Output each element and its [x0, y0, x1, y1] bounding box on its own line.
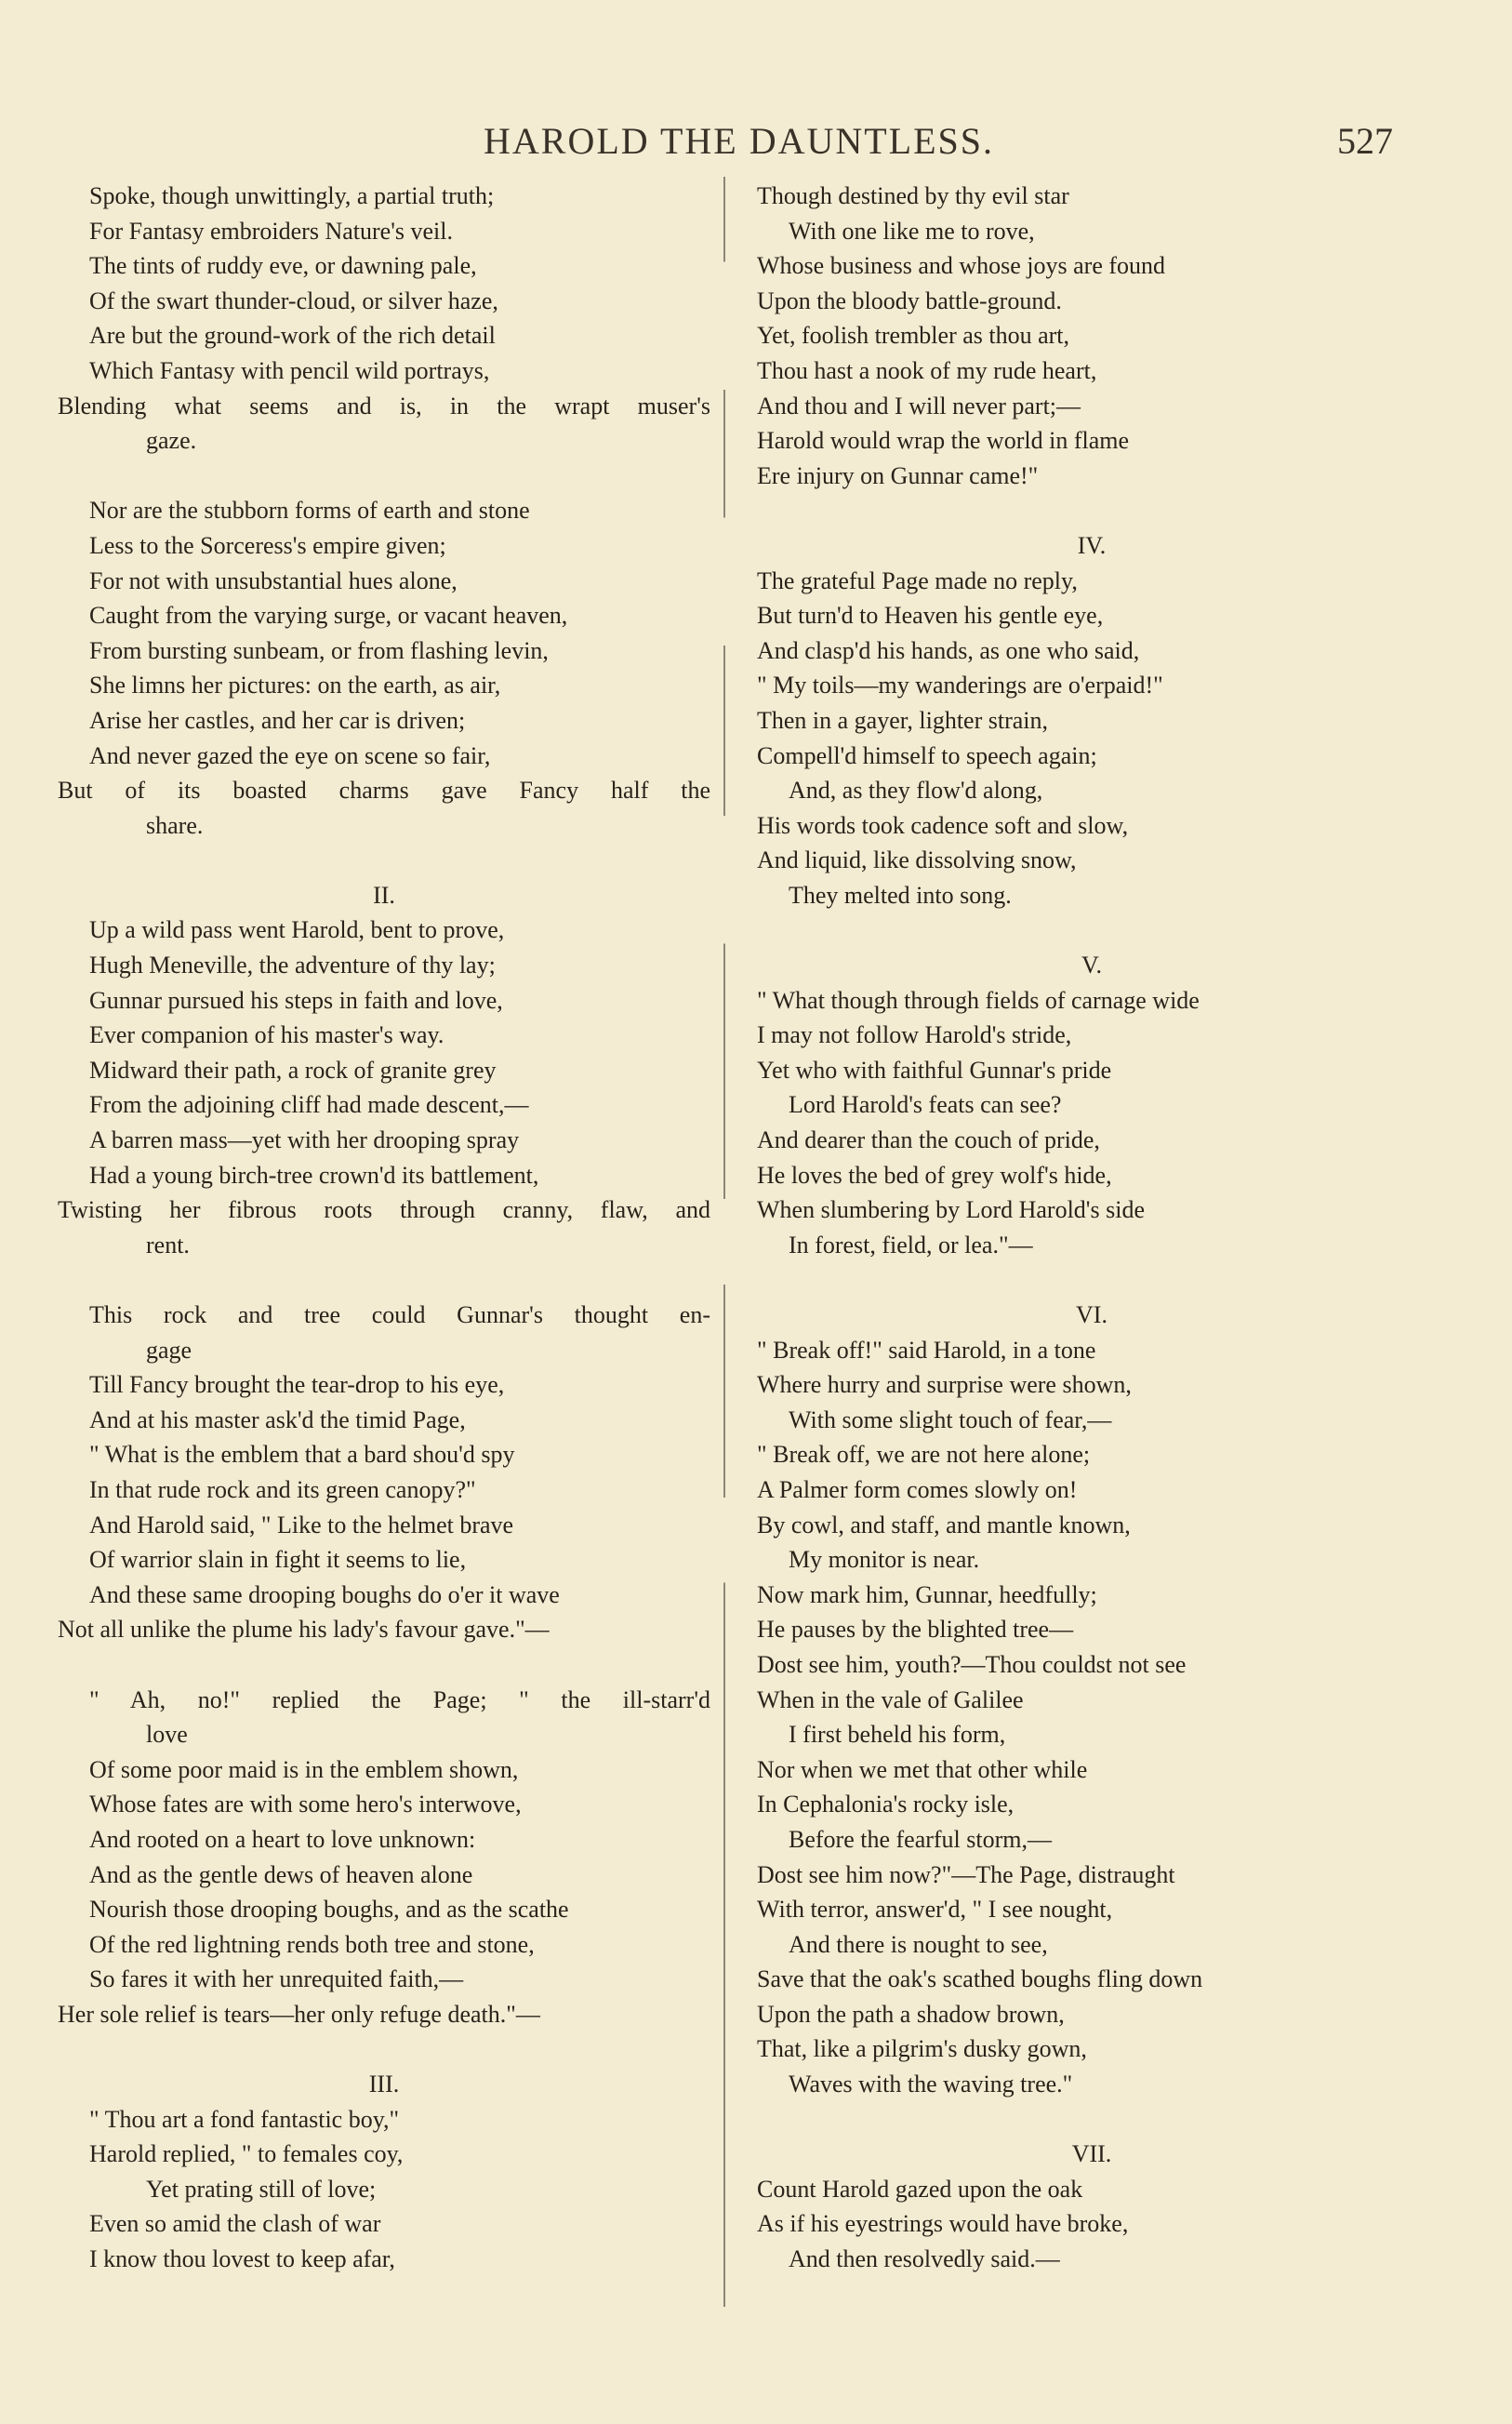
- verse-line: This rock and tree could Gunnar's thought en-: [89, 1301, 710, 1328]
- section-heading: III.: [368, 2071, 400, 2098]
- section-heading: II.: [373, 881, 395, 909]
- section-heading: VII.: [1071, 2140, 1112, 2168]
- page-header: [0, 119, 1512, 166]
- verse-line: He pauses by the blighted tree—: [757, 1616, 1074, 1644]
- verse-line: From bursting sunbeam, or from flashing levin,: [89, 636, 549, 664]
- verse-line: And thou and I will never part;—: [757, 392, 1081, 420]
- verse-line: A barren mass—yet with her drooping spray: [89, 1126, 520, 1154]
- stanza-gap: [58, 843, 710, 878]
- stanza-gap: [58, 2031, 710, 2067]
- section-heading: IV.: [1077, 531, 1107, 559]
- verse-line: Yet, foolish trembler as thou art,: [757, 322, 1070, 350]
- right-column: [757, 179, 1426, 2277]
- verse-line: Of the swart thunder-cloud, or silver haze,: [89, 286, 498, 314]
- verse-line: And, as they flow'd along,: [789, 777, 1043, 805]
- verse-line: That, like a pilgrim's dusky gown,: [757, 2035, 1087, 2063]
- verse-line: Caught from the varying surge, or vacant heaven,: [89, 602, 568, 630]
- verse-line: With some slight touch of fear,—: [789, 1405, 1112, 1433]
- verse-line: Upon the path a shadow brown,: [757, 2000, 1065, 2028]
- verse-line: Compell'd himself to speech again;: [757, 741, 1097, 769]
- verse-line: " Break off!" said Harold, in a tone: [757, 1336, 1096, 1364]
- verse-line: I know thou lovest to keep afar,: [89, 2245, 395, 2273]
- verse-line: Nor when we met that other while: [757, 1755, 1088, 1783]
- verse-line: The tints of ruddy eve, or dawning pale,: [89, 252, 477, 280]
- verse-line: He loves the bed of grey wolf's hide,: [757, 1161, 1112, 1189]
- verse-line: Of some poor maid is in the emblem shown,: [89, 1755, 519, 1783]
- section-heading: V.: [1081, 952, 1102, 979]
- verse-line: In that rude rock and its green canopy?": [89, 1475, 476, 1503]
- verse-line: And at his master ask'd the timid Page,: [89, 1405, 466, 1433]
- verse-line: Yet prating still of love;: [146, 2175, 377, 2203]
- verse-line: His words took cadence soft and slow,: [757, 811, 1129, 839]
- verse-line: Before the fearful storm,—: [789, 1825, 1053, 1853]
- verse-line: Then in a gayer, lighter strain,: [757, 706, 1049, 734]
- verse-line: Blending what seems and is, in the wrapt muser's: [58, 392, 710, 420]
- verse-line: Gunnar pursued his steps in faith and love,: [89, 986, 503, 1014]
- verse-line: rent.: [146, 1231, 190, 1259]
- stanza-gap: [58, 459, 710, 494]
- verse-line: " What is the emblem that a bard shou'd spy: [89, 1441, 515, 1469]
- verse-line: And dearer than the couch of pride,: [757, 1126, 1100, 1154]
- verse-line: Midward their path, a rock of granite grey: [89, 1056, 497, 1084]
- verse-line: " Ah, no!" replied the Page; " the ill-starr'd: [89, 1685, 710, 1713]
- stanza-gap: [757, 912, 1426, 948]
- page-number: 527: [1337, 120, 1393, 162]
- verse-line: Whose business and whose joys are found: [757, 252, 1166, 280]
- verse-line: gaze.: [146, 427, 197, 455]
- verse-line: Nourish those drooping boughs, and as the scathe: [89, 1896, 569, 1924]
- stanza-gap: [757, 493, 1426, 528]
- verse-line: Spoke, though unwittingly, a partial truth;: [89, 182, 495, 209]
- column-divider: [723, 177, 725, 2307]
- verse-line: love: [146, 1721, 188, 1749]
- left-column: [58, 179, 710, 2277]
- verse-line: Upon the bloody battle-ground.: [757, 286, 1062, 314]
- verse-line: Waves with the waving tree.": [789, 2071, 1073, 2098]
- verse-line: For not with unsubstantial hues alone,: [89, 566, 458, 594]
- verse-line: With terror, answer'd, " I see nought,: [757, 1896, 1113, 1924]
- stanza-gap: [58, 1262, 710, 1298]
- verse-line: But of its boasted charms gave Fancy half the: [58, 777, 710, 805]
- verse-line: Thou hast a nook of my rude heart,: [757, 356, 1097, 384]
- verse-line: Count Harold gazed upon the oak: [757, 2175, 1083, 2203]
- stanza-gap: [757, 1262, 1426, 1298]
- running-title: HAROLD THE DAUNTLESS.: [484, 120, 995, 162]
- verse-line: " What though through fields of carnage wide: [757, 986, 1200, 1014]
- verse-line: Up a wild pass went Harold, bent to prove,: [89, 916, 505, 944]
- verse-line: The grateful Page made no reply,: [757, 566, 1078, 594]
- verse-line: Though destined by thy evil star: [757, 182, 1069, 209]
- verse-line: Whose fates are with some hero's interwove,: [89, 1791, 522, 1818]
- verse-line: I may not follow Harold's stride,: [757, 1021, 1072, 1049]
- verse-line: Even so amid the clash of war: [89, 2210, 381, 2238]
- verse-line: Had a young birch-tree crown'd its battlement,: [89, 1161, 539, 1189]
- verse-line: And there is nought to see,: [789, 1930, 1048, 1958]
- verse-line: Not all unlike the plume his lady's favour gave."—: [58, 1616, 550, 1644]
- verse-line: Her sole relief is tears—her only refuge death."—: [58, 2000, 540, 2028]
- verse-line: Less to the Sorceress's empire given;: [89, 531, 446, 559]
- verse-line: And never gazed the eye on scene so fair,: [89, 741, 491, 769]
- verse-line: My monitor is near.: [789, 1546, 980, 1574]
- verse-line: share.: [146, 811, 204, 839]
- verse-line: Harold would wrap the world in flame: [757, 427, 1130, 455]
- verse-line: When slumbering by Lord Harold's side: [757, 1196, 1145, 1224]
- verse-line: Nor are the stubborn forms of earth and stone: [89, 497, 530, 525]
- verse-line: Lord Harold's feats can see?: [789, 1091, 1062, 1119]
- verse-line: In Cephalonia's rocky isle,: [757, 1791, 1015, 1818]
- verse-line: In forest, field, or lea."—: [789, 1231, 1033, 1259]
- verse-line: " My toils—my wanderings are o'erpaid!": [757, 672, 1163, 699]
- verse-line: But turn'd to Heaven his gentle eye,: [757, 602, 1104, 630]
- verse-line: " Break off, we are not here alone;: [757, 1441, 1091, 1469]
- stanza-gap: [58, 1647, 710, 1683]
- verse-line: I first beheld his form,: [789, 1721, 1006, 1749]
- verse-line: Dost see him now?"—The Page, distraught: [757, 1860, 1175, 1888]
- verse-line: By cowl, and staff, and mantle known,: [757, 1511, 1131, 1538]
- verse-line: Save that the oak's scathed boughs fling down: [757, 1965, 1203, 1993]
- verse-line: With one like me to rove,: [789, 217, 1035, 245]
- verse-line: And then resolvedly said.—: [789, 2245, 1060, 2273]
- verse-line: And Harold said, " Like to the helmet brave: [89, 1511, 514, 1538]
- verse-line: Arise her castles, and her car is driven;: [89, 706, 466, 734]
- verse-line: As if his eyestrings would have broke,: [757, 2210, 1129, 2238]
- verse-line: Twisting her fibrous roots through cranny, flaw, and: [58, 1196, 710, 1224]
- stanza-gap: [757, 2102, 1426, 2138]
- verse-line: Of the red lightning rends both tree and stone,: [89, 1930, 535, 1958]
- verse-line: gage: [146, 1336, 192, 1364]
- verse-line: She limns her pictures: on the earth, as air,: [89, 672, 501, 699]
- verse-line: And liquid, like dissolving snow,: [757, 846, 1077, 874]
- verse-line: Dost see him, youth?—Thou couldst not see: [757, 1650, 1187, 1678]
- verse-line: Now mark him, Gunnar, heedfully;: [757, 1580, 1097, 1608]
- verse-line: For Fantasy embroiders Nature's veil.: [89, 217, 453, 245]
- section-heading: VI.: [1076, 1301, 1107, 1328]
- verse-line: And clasp'd his hands, as one who said,: [757, 636, 1140, 664]
- verse-line: " Thou art a fond fantastic boy,": [89, 2105, 400, 2133]
- verse-line: Of warrior slain in fight it seems to lie,: [89, 1546, 467, 1574]
- verse-line: Are but the ground-work of the rich detail: [89, 322, 496, 350]
- verse-line: Yet who with faithful Gunnar's pride: [757, 1056, 1112, 1084]
- verse-line: A Palmer form comes slowly on!: [757, 1475, 1078, 1503]
- verse-line: Till Fancy brought the tear-drop to his eye,: [89, 1371, 505, 1399]
- verse-line: Ere injury on Gunnar came!": [757, 461, 1039, 489]
- verse-line: So fares it with her unrequited faith,—: [89, 1965, 464, 1993]
- verse-line: Harold replied, " to females coy,: [89, 2140, 404, 2168]
- verse-line: From the adjoining cliff had made descent,—: [89, 1091, 529, 1119]
- verse-line: They melted into song.: [789, 881, 1012, 909]
- verse-line: And these same drooping boughs do o'er it wave: [89, 1580, 560, 1608]
- verse-line: When in the vale of Galilee: [757, 1685, 1024, 1713]
- verse-line: And rooted on a heart to love unknown:: [89, 1825, 476, 1853]
- verse-line: Hugh Meneville, the adventure of thy lay;: [89, 952, 496, 979]
- verse-line: Where hurry and surprise were shown,: [757, 1371, 1132, 1399]
- verse-line: Ever companion of his master's way.: [89, 1021, 444, 1049]
- verse-line: Which Fantasy with pencil wild portrays,: [89, 356, 490, 384]
- verse-line: And as the gentle dews of heaven alone: [89, 1860, 473, 1888]
